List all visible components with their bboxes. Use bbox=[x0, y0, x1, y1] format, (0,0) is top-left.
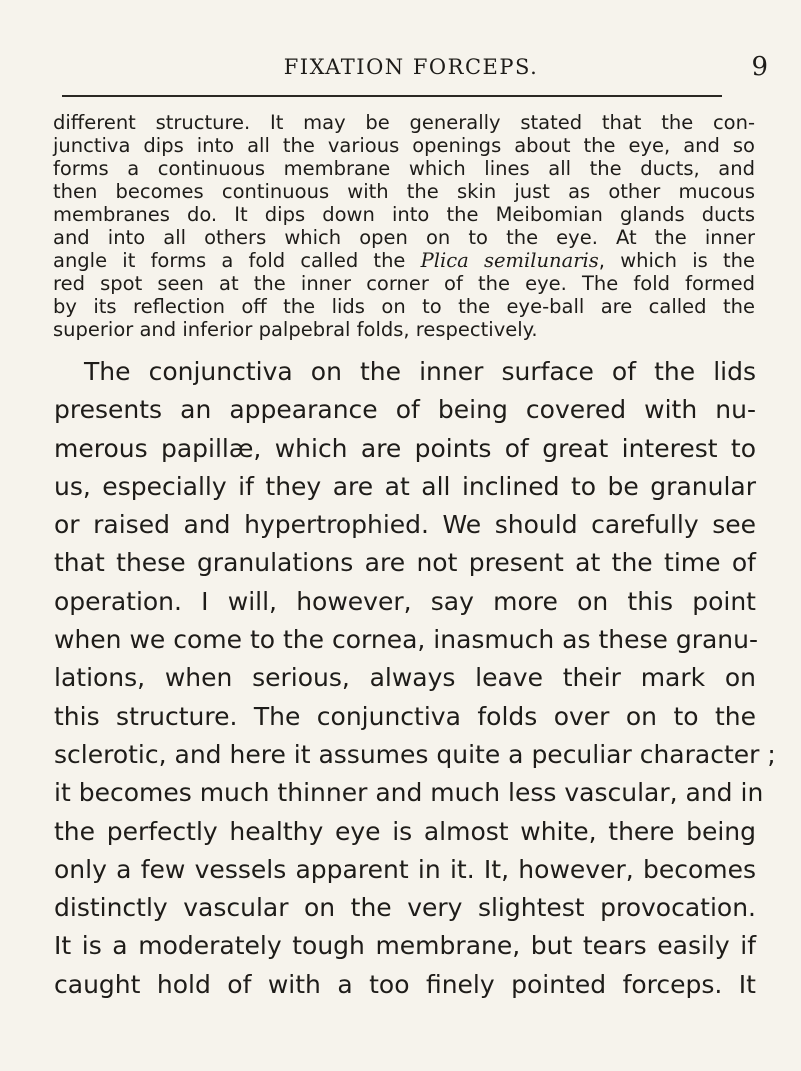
text-fragment: , which is the bbox=[598, 249, 755, 272]
text-line: that these granulations are not present at the time of bbox=[54, 548, 756, 578]
text-line: when we come to the cornea, inasmuch as these granu- bbox=[54, 625, 759, 655]
text-line: merous papillæ, which are points of great interest to bbox=[54, 433, 756, 463]
text-line: it becomes much thinner and much less vascular, and in bbox=[54, 778, 764, 808]
text-line: us, especially if they are at all inclined to be granular bbox=[54, 471, 756, 501]
text-line: operation. I will, however, say more on this point bbox=[54, 586, 756, 616]
paragraph-main bbox=[54, 353, 776, 1004]
header-rule bbox=[62, 95, 722, 97]
paragraph-continuation bbox=[53, 111, 755, 341]
text-line: membranes do. It dips down into the Meibomian glands ducts bbox=[53, 203, 755, 226]
running-head bbox=[52, 53, 770, 87]
text-line: lations, when serious, always leave their mark on bbox=[54, 663, 756, 693]
text-line: by its reflection off the lids on to the eye-ball are called the bbox=[53, 295, 755, 318]
text-line: The conjunctiva on the inner surface of the lids bbox=[84, 357, 756, 386]
text-line: this structure. The conjunctiva folds over on to the bbox=[54, 701, 756, 731]
text-line: superior and inferior palpebral folds, respectively. bbox=[53, 318, 538, 341]
text-line: the perfectly healthy eye is almost white, there being bbox=[54, 816, 756, 846]
text-line: caught hold of with a too finely pointed forceps. It bbox=[54, 969, 756, 999]
text-line: distinctly vascular on the very slightest provocation. bbox=[54, 893, 756, 923]
text-line: sclerotic, and here it assumes quite a peculiar character ; bbox=[54, 739, 776, 769]
text-line: red spot seen at the inner corner of the eye. The fold formed bbox=[53, 272, 755, 295]
text-fragment: angle it forms a fold called the bbox=[53, 249, 406, 272]
page-number: 9 bbox=[751, 52, 768, 82]
text-line: or raised and hypertrophied. We should carefully see bbox=[54, 510, 756, 540]
text-line: forms a continuous membrane which lines all the ducts, and bbox=[53, 157, 755, 180]
italic-term: Plica semilunaris bbox=[420, 249, 599, 272]
running-title: FIXATION FORCEPS. bbox=[283, 55, 539, 79]
text-line: then becomes continuous with the skin just as other mucous bbox=[53, 180, 755, 203]
text-line: junctiva dips into all the various openings about the eye, and so bbox=[53, 134, 755, 157]
text-line-with-italic bbox=[53, 249, 755, 272]
text-line: presents an appearance of being covered with nu- bbox=[54, 395, 756, 425]
text-line: It is a moderately tough membrane, but tears easily if bbox=[54, 931, 756, 961]
text-line: different structure. It may be generally stated that the con- bbox=[53, 111, 755, 134]
text-line: and into all others which open on to the eye. At the inner bbox=[53, 226, 755, 249]
text-line: only a few vessels apparent in it. It, however, becomes bbox=[54, 854, 756, 884]
